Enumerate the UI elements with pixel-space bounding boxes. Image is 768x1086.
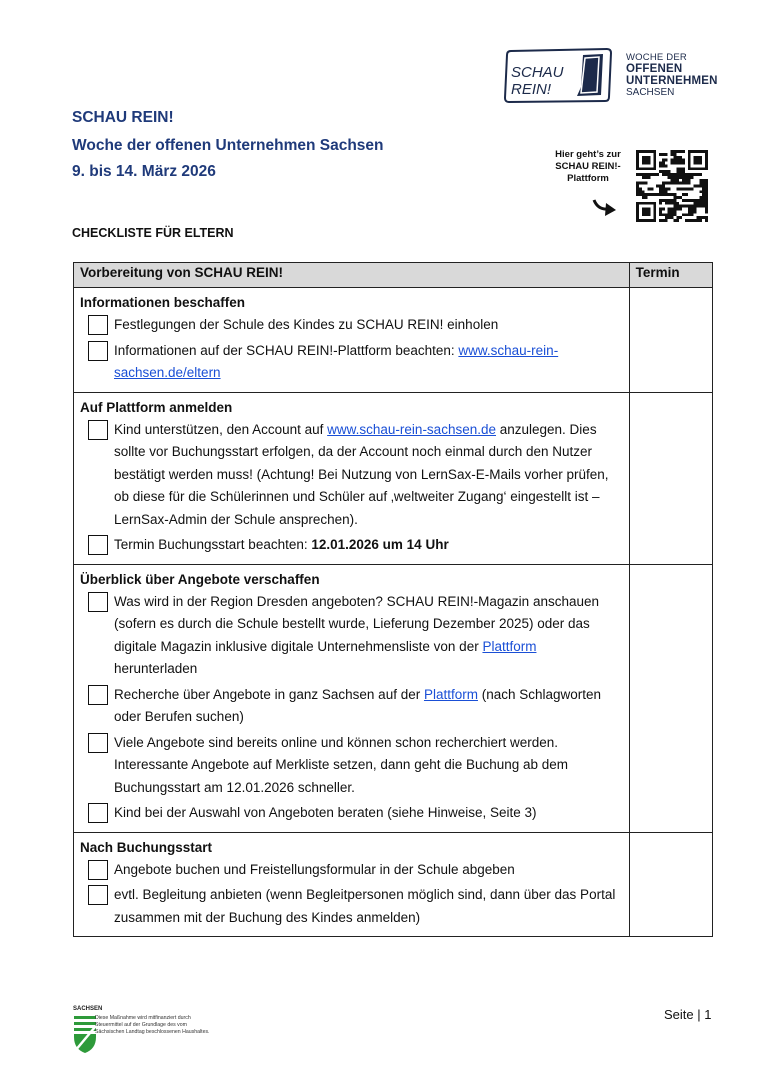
section-title: Nach Buchungsstart [80,839,213,855]
table-section-row [74,832,713,937]
checklist-item [88,314,623,337]
checkbox[interactable] [88,803,108,823]
checklist-item [88,684,623,729]
section-cell [74,564,630,832]
curved-arrow-icon [592,196,618,218]
qr-caption-line3: Plattform [567,173,609,184]
hyperlink[interactable]: Plattform [482,638,537,654]
section-title: Informationen beschaffen [80,295,246,310]
checklist-item [88,591,623,681]
qr-caption-line2: SCHAU REIN!- [555,161,621,172]
date-cell[interactable] [629,288,712,393]
text-span: evtl. Begleitung anbieten (wenn Begleitpersonen möglich sind, dann über das Portal zusammen mit der Buchung des Kindes anmelden) [114,887,616,925]
text-span: Kind bei der Auswahl von Angeboten beraten (siehe Hinweise, Seite 3) [114,805,537,820]
checklist-item-text [114,859,623,882]
checkbox[interactable] [88,341,108,361]
column-header-preparation: Vorbereitung von SCHAU REIN! [74,263,630,288]
text-span: (nach Schlagworten oder Berufen suchen) [114,686,602,724]
wordmark-line1: WOCHE DER [626,52,687,63]
text-span: Was wird in der Region Dresden angeboten? SCHAU REIN!-Magazin anschauen (sofern es durch die Schule bestellt wurde, Lieferung Dezember 2025) oder das digitale Magazin inklusive digitale Unternehmensliste von der [114,593,599,654]
table-header-row [74,263,713,288]
text-span: Recherche über Angebote in ganz Sachsen auf der [114,686,424,702]
text-span: Viele Angebote sind bereits online und können schon recherchiert werden. Interessante Angebote auf Merkliste setzen, dann geht die Buchung ab dem Buchungsstart am 12.01.2026 schneller. [114,734,569,795]
hyperlink[interactable]: Plattform [423,686,478,702]
logo-badge-line2: REIN! [511,81,552,98]
checklist-item [88,419,623,532]
wordmark-line4: SACHSEN [626,87,675,98]
checklist-item [88,732,623,800]
checklist-item-text [114,591,623,681]
logo-badge-line1: SCHAU [511,64,564,81]
text-span: Angebote buchen und Freistellungsformular in der Schule abgeben [114,861,515,877]
checkbox[interactable] [88,420,108,440]
checklist-item-text [114,884,623,929]
checklist-item-text [114,314,623,337]
checkbox[interactable] [88,315,108,335]
funding-note: Diese Maßnahme wird mitfinanziert durch Steuermittel auf der Grundlage des vom Sächsischen Landtag beschlossenen Haushaltes. [95,1015,210,1035]
checklist-item-text [114,419,623,532]
checklist-item-text [114,340,623,385]
checklist-item [88,340,623,385]
checkbox[interactable] [88,535,108,555]
checklist-heading: CHECKLISTE FÜR ELTERN [72,226,234,240]
section-title: Auf Plattform anmelden [80,399,233,415]
checklist-item [88,859,623,882]
checkbox[interactable] [88,860,108,880]
qr-code[interactable] [636,150,708,222]
text-span: Festlegungen der Schule des Kindes zu SCHAU REIN! einholen [114,317,499,332]
checklist-item [88,802,623,825]
checklist-items [74,859,629,937]
checklist-table [73,262,713,937]
qr-caption [548,149,628,185]
text-span: Kind unterstützen, den Account auf [114,421,328,437]
qr-caption-line1: Hier geht’s zur [555,149,621,160]
table-section-row [74,564,713,832]
wordmark-line2: OFFENEN [626,63,683,75]
text-span: anzulegen. Dies sollte vor Buchungsstart erfolgen, da der Account noch einmal durch den Nutzer bestätigt werden muss! (Achtung! Bei Nutzung von LernSax-E-Mails vorher prüfen, ob diese für die Schülerinnen und Schüler auf ‚weltweiter Zugang‘ eingestellt ist – LernSax-Admin der Schule ansprechen). [114,421,609,527]
checkbox[interactable] [88,592,108,612]
date-cell[interactable] [629,392,712,564]
section-cell [74,832,630,937]
checklist-item-text [114,802,623,825]
date-cell[interactable] [629,832,712,937]
text-span: herunterladen [114,661,198,676]
checkbox[interactable] [88,885,108,905]
checklist-items [74,419,629,564]
schau-rein-logo-badge [503,47,613,103]
text-span: Termin Buchungsstart beachten: [114,537,312,552]
checklist-item-text [114,684,623,729]
checkbox[interactable] [88,685,108,705]
sachsen-label: SACHSEN [73,1006,103,1012]
page-number: Seite | 1 [664,1007,712,1022]
checklist-item-text [114,732,623,800]
date-cell[interactable] [629,564,712,832]
event-dates: 9. bis 14. März 2026 [72,163,216,180]
checkbox[interactable] [88,733,108,753]
section-title: Überblick über Angebote verschaffen [80,571,320,587]
logo-wordmark [626,52,718,98]
checklist-items [74,314,629,392]
table-section-row [74,392,713,564]
emphasized-text: 12.01.2026 um 14 Uhr [311,537,449,552]
checklist-item [88,884,623,929]
checklist-items [74,591,629,832]
page-title: SCHAU REIN! [72,109,174,126]
checklist-item [88,534,623,557]
section-cell [74,288,630,393]
text-span: Informationen auf der SCHAU REIN!-Plattform beachten: [114,342,459,358]
hyperlink[interactable]: www.schau-rein-sachsen.de/eltern [114,342,559,380]
table-section-row [74,288,713,393]
page-subtitle: Woche der offenen Unternehmen Sachsen [72,137,384,154]
section-cell [74,392,630,564]
hyperlink[interactable]: www.schau-rein-sachsen.de [327,421,496,437]
checklist-item-text [114,534,623,557]
wordmark-line3: UNTERNEHMEN [626,75,718,87]
column-header-date: Termin [629,263,712,288]
